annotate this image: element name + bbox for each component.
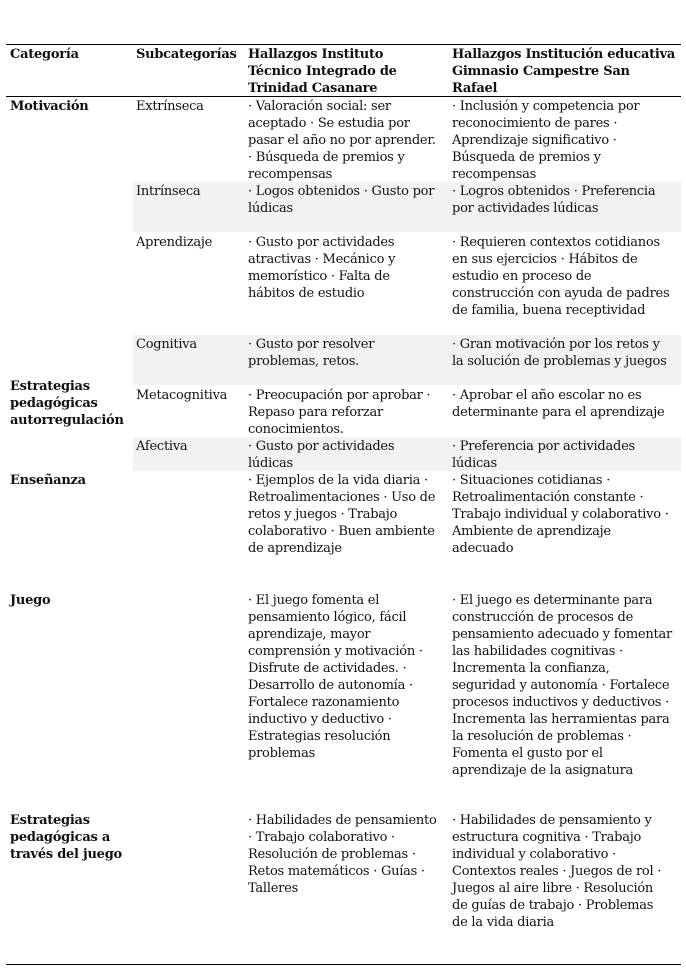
header-hallazgos-trinidad: Hallazgos Instituto Técnico Integrado de Trinidad Casanare [248, 47, 397, 96]
finding-san-rafael-extrinseca: · Inclusión y competencia por reconocimiento de pares · Aprendizaje significativo · Búsqueda de premios y recompensas [452, 99, 640, 182]
subcategory-cognitiva: Cognitiva [136, 337, 197, 352]
finding-trinidad-afectiva: · Gusto por actividades lúdicas [248, 439, 395, 471]
finding-trinidad-estrategias-juego: · Habilidades de pensamiento · Trabajo colaborativo · Resolución de problemas · Retos matemáticos · Guías · Talleres [248, 813, 437, 896]
header-categoria: Categoría [10, 47, 79, 62]
category-estrategias-juego: Estrategias pedagógicas a través del juego [10, 813, 122, 862]
finding-san-rafael-estrategias-juego: · Habilidades de pensamiento y estructura cognitiva · Trabajo individual y colaborativo · Contextos reales · Juegos de rol · Juegos al aire libre · Resolución de guías de trabajo · Problemas de la vida diaria [452, 813, 662, 930]
finding-trinidad-cognitiva: · Gusto por resolver problemas, retos. [248, 337, 375, 369]
finding-san-rafael-juego: · El juego es determinante para construcción de procesos de pensamiento adecuado y fomentar las habilidades cognitivas · Incrementa la confianza, seguridad y autonomía · Fortalece procesos inductivos y deductivos · Incrementa las herramientas para la resolución de problemas · Fomenta el gusto por el aprendizaje de la asignatura [452, 593, 672, 778]
finding-san-rafael-cognitiva: · Gran motivación por los retos y la solución de problemas y juegos [452, 337, 667, 369]
subcategory-intrinseca: Intrínseca [136, 184, 201, 199]
table-top-rule [6, 44, 681, 45]
category-motivacion: Motivación [10, 99, 89, 114]
finding-trinidad-intrinseca: · Logos obtenidos · Gusto por lúdicas [248, 184, 435, 216]
finding-san-rafael-afectiva: · Preferencia por actividades lúdicas [452, 439, 635, 471]
finding-trinidad-aprendizaje: · Gusto por actividades atractivas · Mecánico y memorístico · Falta de hábitos de estudio [248, 235, 396, 301]
finding-trinidad-ensenanza: · Ejemplos de la vida diaria · Retroalimentaciones · Uso de retos y juegos · Trabajo colaborativo · Buen ambiente de aprendizaje [248, 473, 436, 556]
subcategory-afectiva: Afectiva [136, 439, 188, 454]
subcategory-extrinseca: Extrínseca [136, 99, 204, 114]
finding-san-rafael-ensenanza: · Situaciones cotidianas · Retroalimentación constante · Trabajo individual y colaborativo · Ambiente de aprendizaje adecuado [452, 473, 669, 556]
finding-trinidad-metacognitiva: · Preocupación por aprobar · Repaso para reforzar conocimientos. [248, 388, 431, 437]
finding-trinidad-extrinseca: · Valoración social: ser aceptado · Se estudia por pasar el año no por aprender. · Búsqueda de premios y recompensas [248, 99, 436, 182]
category-ensenanza: Enseñanza [10, 473, 86, 488]
finding-san-rafael-intrinseca: · Logros obtenidos · Preferencia por actividades lúdicas [452, 184, 656, 216]
finding-trinidad-juego: · El juego fomenta el pensamiento lógico, fácil aprendizaje, mayor comprensión y motivación · Disfrute de actividades. · Desarrollo de autonomía · Fortalece razonamiento inductivo y deductivo · Estrategias resolución problemas [248, 593, 423, 761]
header-subcategorias: Subcategorías [136, 47, 237, 62]
subcategory-aprendizaje: Aprendizaje [136, 235, 213, 250]
subcategory-metacognitiva: Metacognitiva [136, 388, 228, 403]
category-juego: Juego [10, 593, 51, 608]
header-hallazgos-san-rafael: Hallazgos Institución educativa Gimnasio Campestre San Rafael [452, 47, 676, 96]
category-estrategias-autorregulacion: Estrategias pedagógicas autorregulación [10, 379, 124, 428]
table-bottom-rule [6, 964, 681, 965]
finding-san-rafael-metacognitiva: · Aprobar el año escolar no es determinante para el aprendizaje [452, 388, 665, 420]
finding-san-rafael-aprendizaje: · Requieren contextos cotidianos en sus ejercicios · Hábitos de estudio en proceso de construcción con ayuda de padres de familia, buena receptividad [452, 235, 670, 318]
